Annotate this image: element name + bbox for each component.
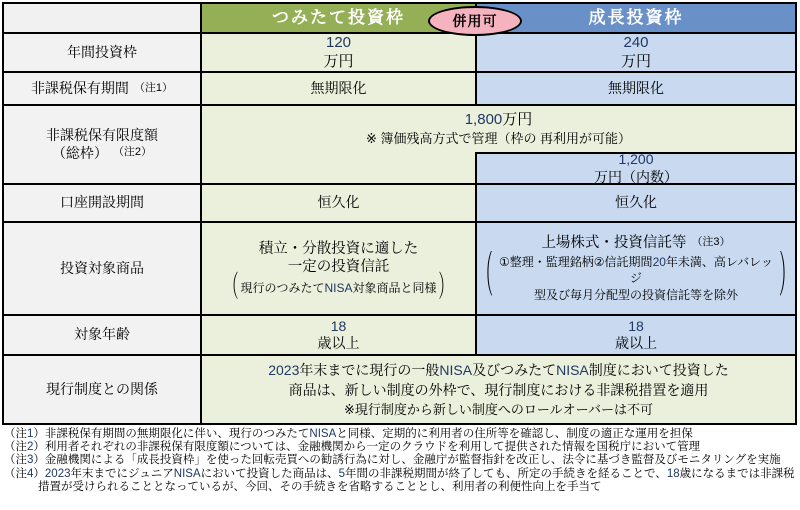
row-label-relation: 現行制度との関係	[4, 356, 200, 423]
relation-line3: ※現行制度から新しい制度へのロールオーバーは不可	[344, 401, 653, 417]
products-growth-bracket	[477, 250, 795, 304]
products-tsumitate-line1: 積立・分散投資に適した	[258, 241, 419, 258]
relation-line1: 2023年末までに現行の一般NISA及びつみたてNISA制度において投資した	[268, 362, 729, 379]
footnotes	[4, 428, 795, 494]
limit-label-line1: 非課税保有限度額	[46, 127, 158, 143]
products-growth-bracket-line2: 型及び毎月分配型の投資信託等を除外	[533, 287, 738, 302]
footnote-4-continued: 措置が受けられることとなっているが、今回、その手続きを省略することとし、利用者の利便性向上を手当て	[38, 480, 602, 493]
relation-cell	[202, 356, 795, 423]
holding-tsumitate-value: 無期限化	[202, 73, 475, 104]
row-label-annual: 年間投資枠	[4, 34, 200, 71]
row-label-products: 投資対象商品	[4, 223, 200, 314]
age-tsumitate-value: 18 歳以上	[202, 316, 475, 354]
holding-note-ref: （注1）	[133, 81, 174, 94]
products-growth-cell	[477, 223, 795, 314]
annual-growth-value: 240 万円	[477, 34, 795, 71]
products-growth-bracket-lines	[493, 254, 779, 303]
age-growth-value: 18 歳以上	[477, 316, 795, 354]
limit-label-line2	[52, 145, 152, 163]
bracket-close: ）	[778, 250, 795, 304]
products-tsumitate-cell	[202, 223, 475, 314]
bracket-open: （	[477, 250, 494, 304]
products-growth-bracket-line1: ①整理・監理銘柄②信託期間20年未満、高レバレッジ	[499, 255, 773, 286]
header-empty-cell	[4, 4, 200, 32]
holding-label-text: 非課税保有期間	[30, 79, 129, 96]
bracket-open: （	[224, 269, 239, 304]
limit-label-sub: （総枠）	[51, 144, 108, 161]
row-label-account: 口座開設期間	[4, 185, 200, 221]
products-growth-note-ref: （注3）	[691, 236, 731, 249]
header-growth: 成長投資枠	[477, 4, 795, 32]
products-growth-title: 上場株式・投資信託等	[541, 235, 687, 252]
products-growth-title-row	[541, 234, 730, 252]
products-tsumitate-line2: 一定の投資信託	[287, 259, 390, 276]
limit-total-value: 1,800万円	[464, 111, 533, 128]
footnote-3: （注3）金融機関による「成長投資枠」を使った回転売買への勧誘行為に対し、金融庁が監督指針を改正し、法令に基づき監督及びモニタリングを実施	[4, 454, 781, 467]
row-label-holding	[4, 73, 200, 104]
footnote-1: （注1）非課税保有期間の無期限化に伴い、現行のつみたてNISAと同様、定期的に利用者の住所等を確認し、制度の適正な運用を担保	[4, 428, 693, 440]
products-tsumitate-bracket	[224, 269, 453, 304]
bracket-close: ）	[438, 269, 453, 304]
account-tsumitate-value: 恒久化	[202, 185, 475, 221]
footnote-4: （注4）2023年末までにジュニアNISAにおいて投資した商品は、5年間の非課税期間が終了しても、所定の手続きを経ることで、18歳になるまでは非課税	[4, 467, 795, 480]
account-growth-value: 恒久化	[477, 185, 795, 221]
combined-use-badge: 併用可	[428, 6, 522, 36]
annual-tsumitate-value: 120 万円	[202, 34, 475, 71]
limit-total-note: ※ 簿価残高方式で管理（枠の 再利用が可能）	[365, 130, 632, 146]
nisa-table	[2, 2, 797, 425]
limit-note-ref: （注2）	[112, 146, 153, 159]
header-tsumitate: つみたて投資枠	[202, 4, 475, 32]
footnote-2: （注2）利用者それぞれの非課税保有限度額については、金融機関から一定のクラウドを利用して提供された情報を国税庁において管理	[4, 441, 701, 454]
row-label-limit	[4, 106, 200, 183]
products-tsumitate-bracket-text: 現行のつみたてNISA対象商品と同様	[240, 280, 437, 295]
relation-line2: 商品は、新しい制度の外枠で、現行制度における非課税措置を適用	[288, 382, 709, 399]
limit-growth-inner-value: 1,200 万円（内数）	[475, 152, 795, 183]
row-label-age: 対象年齢	[4, 316, 200, 354]
holding-growth-value: 無期限化	[477, 73, 795, 104]
